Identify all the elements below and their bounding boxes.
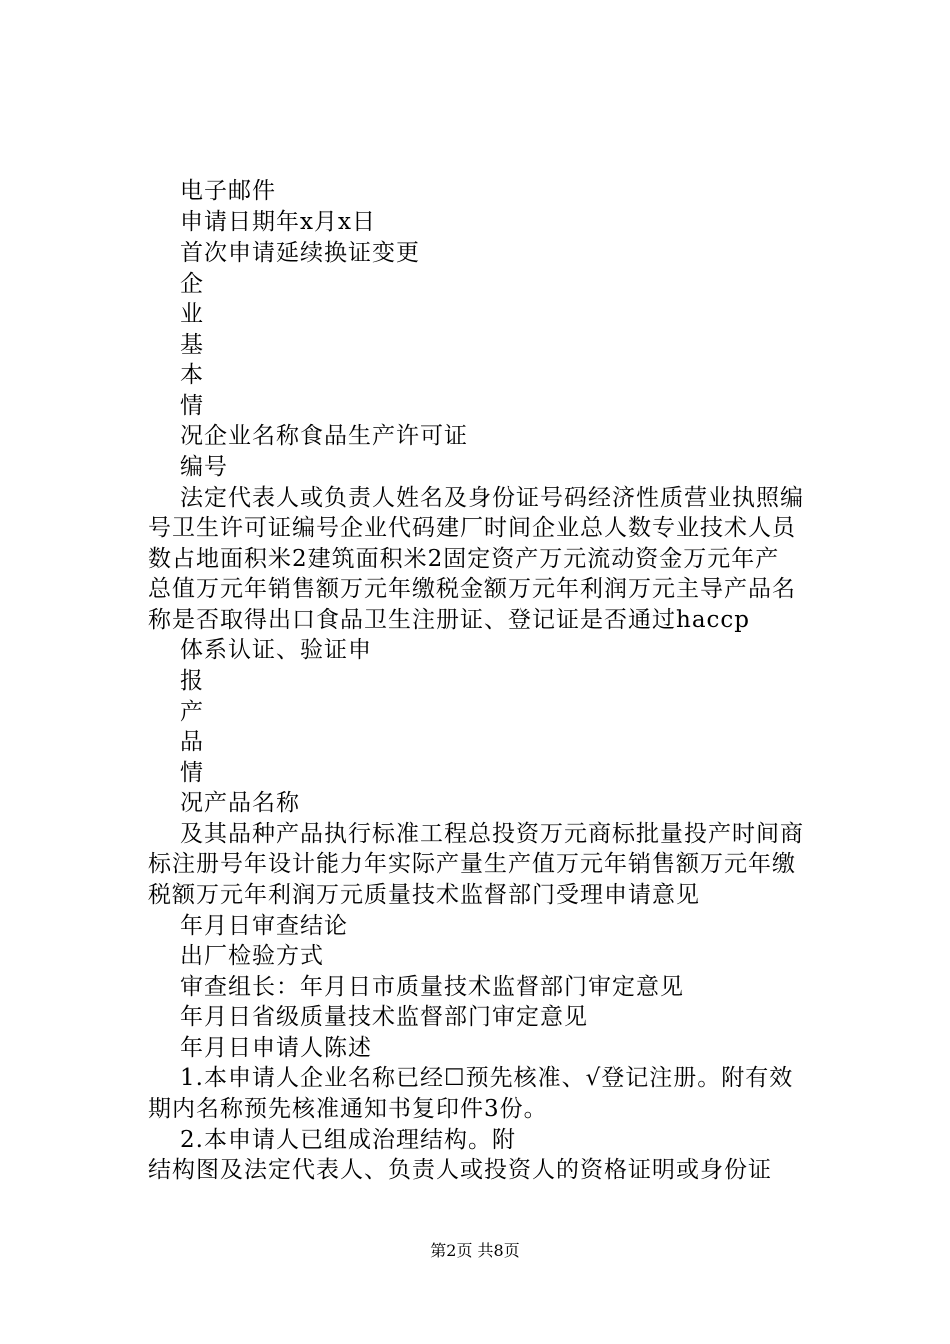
text-line: 本 xyxy=(180,362,204,388)
text-line: 体系认证、验证申 xyxy=(180,637,372,663)
text-line: 况产品名称 xyxy=(180,790,300,816)
text-line: 电子邮件 xyxy=(180,178,276,204)
text-line: 年月日审查结论 xyxy=(180,913,348,939)
text-line: 首次申请延续换证变更 xyxy=(180,240,420,266)
page-number-footer: 第2页 共8页 xyxy=(430,1241,520,1260)
text-line: 数占地面积米2建筑面积米2固定资产万元流动资金万元年产 xyxy=(148,546,780,572)
text-line: 标注册号年设计能力年实际产量生产值万元年销售额万元年缴 xyxy=(148,851,796,877)
text-line: 业 xyxy=(180,301,204,327)
text-line: 期内名称预先核准通知书复印件3份。 xyxy=(148,1096,548,1122)
text-line: 年月日省级质量技术监督部门审定意见 xyxy=(180,1004,588,1030)
text-line: 2.本申请人已组成治理结构。附 xyxy=(180,1127,516,1153)
text-line: 情 xyxy=(180,393,204,419)
text-line: 总值万元年销售额万元年缴税金额万元年利润万元主导产品名 xyxy=(148,576,796,602)
text-line: 报 xyxy=(180,668,204,694)
text-line: 号卫生许可证编号企业代码建厂时间企业总人数专业技术人员 xyxy=(148,515,796,541)
text-line: 法定代表人或负责人姓名及身份证号码经济性质营业执照编 xyxy=(180,485,804,511)
text-line: 情 xyxy=(180,760,204,786)
text-line: 及其品种产品执行标准工程总投资万元商标批量投产时间商 xyxy=(180,821,804,847)
text-line: 况企业名称食品生产许可证 xyxy=(180,423,468,449)
text-line: 年月日申请人陈述 xyxy=(180,1035,372,1061)
text-line: 申请日期年x月x日 xyxy=(180,209,376,235)
text-line: 税额万元年利润万元质量技术监督部门受理申请意见 xyxy=(148,882,700,908)
text-line: 审查组长：年月日市质量技术监督部门审定意见 xyxy=(180,974,684,1000)
text-line: 企 xyxy=(180,271,204,297)
text-line: 编号 xyxy=(180,454,228,480)
text-line: 结构图及法定代表人、负责人或投资人的资格证明或身份证 xyxy=(148,1157,772,1183)
text-line: 产 xyxy=(180,699,204,725)
text-line: 基 xyxy=(180,332,204,358)
text-line: 1.本申请人企业名称已经☐预先核准、√登记注册。附有效 xyxy=(180,1065,794,1091)
text-line: 品 xyxy=(180,729,204,755)
text-line: 出厂检验方式 xyxy=(180,943,324,969)
text-line: 称是否取得出口食品卫生注册证、登记证是否通过haccp xyxy=(148,607,751,633)
